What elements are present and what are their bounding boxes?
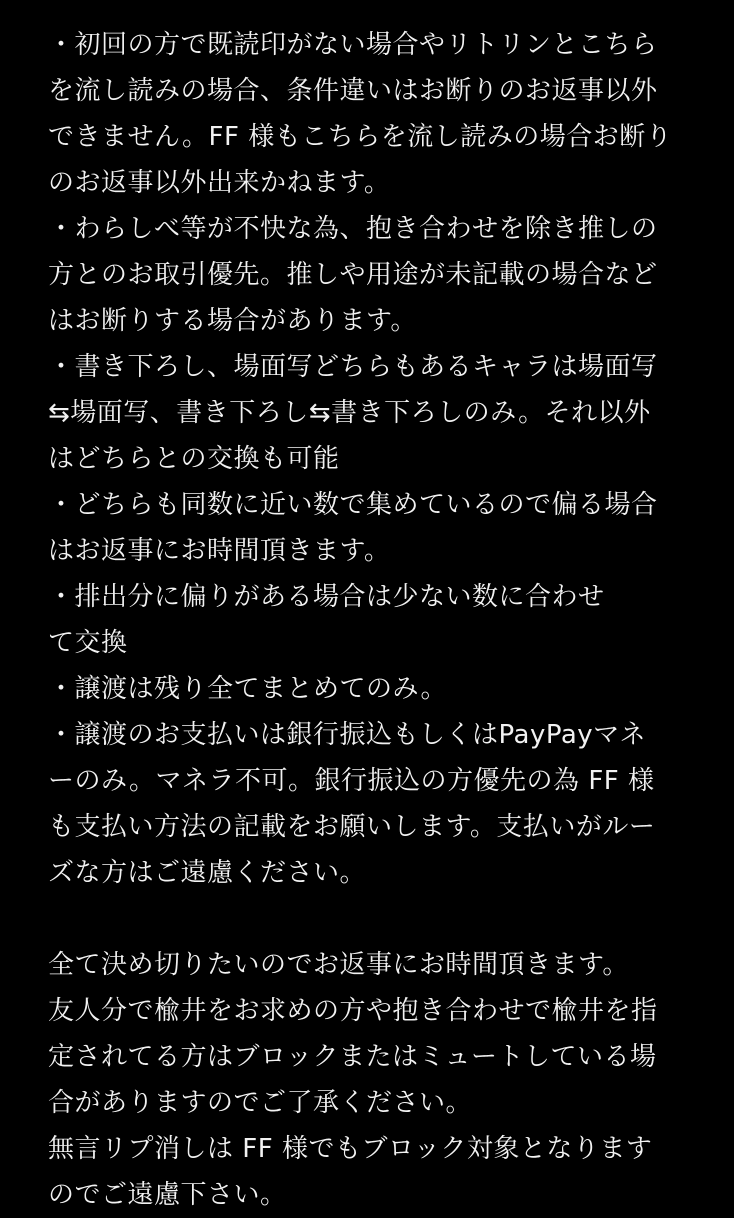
rule-line: ・譲渡は残り全てまとめてのみ。 <box>48 674 448 704</box>
closing-line: 全て決め切りたいのでお返事にお時間頂きます。 <box>48 950 629 980</box>
rule-line: ⇆場面写、書き下ろし⇆書き下ろしのみ。それ以外 <box>48 398 651 428</box>
rule-line: はお断りする場合があります。 <box>48 306 417 336</box>
rule-line: 方とのお取引優先。推しや用途が未記載の場合など <box>48 260 658 290</box>
rule-line: て交換 <box>48 628 128 658</box>
closing-line: 友人分で楡井をお求めの方や抱き合わせで楡井を指 <box>48 996 658 1026</box>
rule-line: も支払い方法の記載をお願いします。支払いがルー <box>48 812 656 842</box>
trade-notes-text <box>48 22 688 1218</box>
closing-line: 定されてる方はブロックまたはミュートしている場 <box>48 1042 657 1072</box>
rule-line: はお返事にお時間頂きます。 <box>48 536 391 566</box>
rule-line: できません。FF 様もこちらを流し読みの場合お断り <box>48 122 673 152</box>
closing-line: 合がありますのでご了承ください。 <box>48 1088 473 1118</box>
rule-line: ・どちらも同数に近い数で集めているので偏る場合 <box>48 490 658 520</box>
closing-line: 無言リプ消しは FF 様でもブロック対象となります <box>48 1134 653 1164</box>
rule-line: ・わらしべ等が不快な為、抱き合わせを除き推しの <box>48 214 658 244</box>
rule-line: ・譲渡のお支払いは銀行振込もしくはPayPayマネ <box>48 720 647 750</box>
rule-line: ・書き下ろし、場面写どちらもあるキャラは場面写 <box>48 352 658 382</box>
rule-line: ・排出分に偏りがある場合は少ない数に合わせ <box>48 582 605 612</box>
rule-line: ズな方はご遠慮ください。 <box>48 858 367 888</box>
rule-line: はどちらとの交換も可能 <box>48 444 340 474</box>
paragraph-spacer <box>48 896 688 942</box>
rule-line: ーのみ。マネラ不可。銀行振込の方優先の為 FF 様 <box>48 766 655 796</box>
closing-line: のでご遠慮下さい。 <box>48 1180 287 1210</box>
rule-line: ・初回の方で既読印がない場合やリトリンとこちら <box>48 30 658 60</box>
rule-line: のお返事以外出来かねます。 <box>48 168 391 198</box>
rule-line: を流し読みの場合、条件違いはお断りのお返事以外 <box>48 76 658 106</box>
